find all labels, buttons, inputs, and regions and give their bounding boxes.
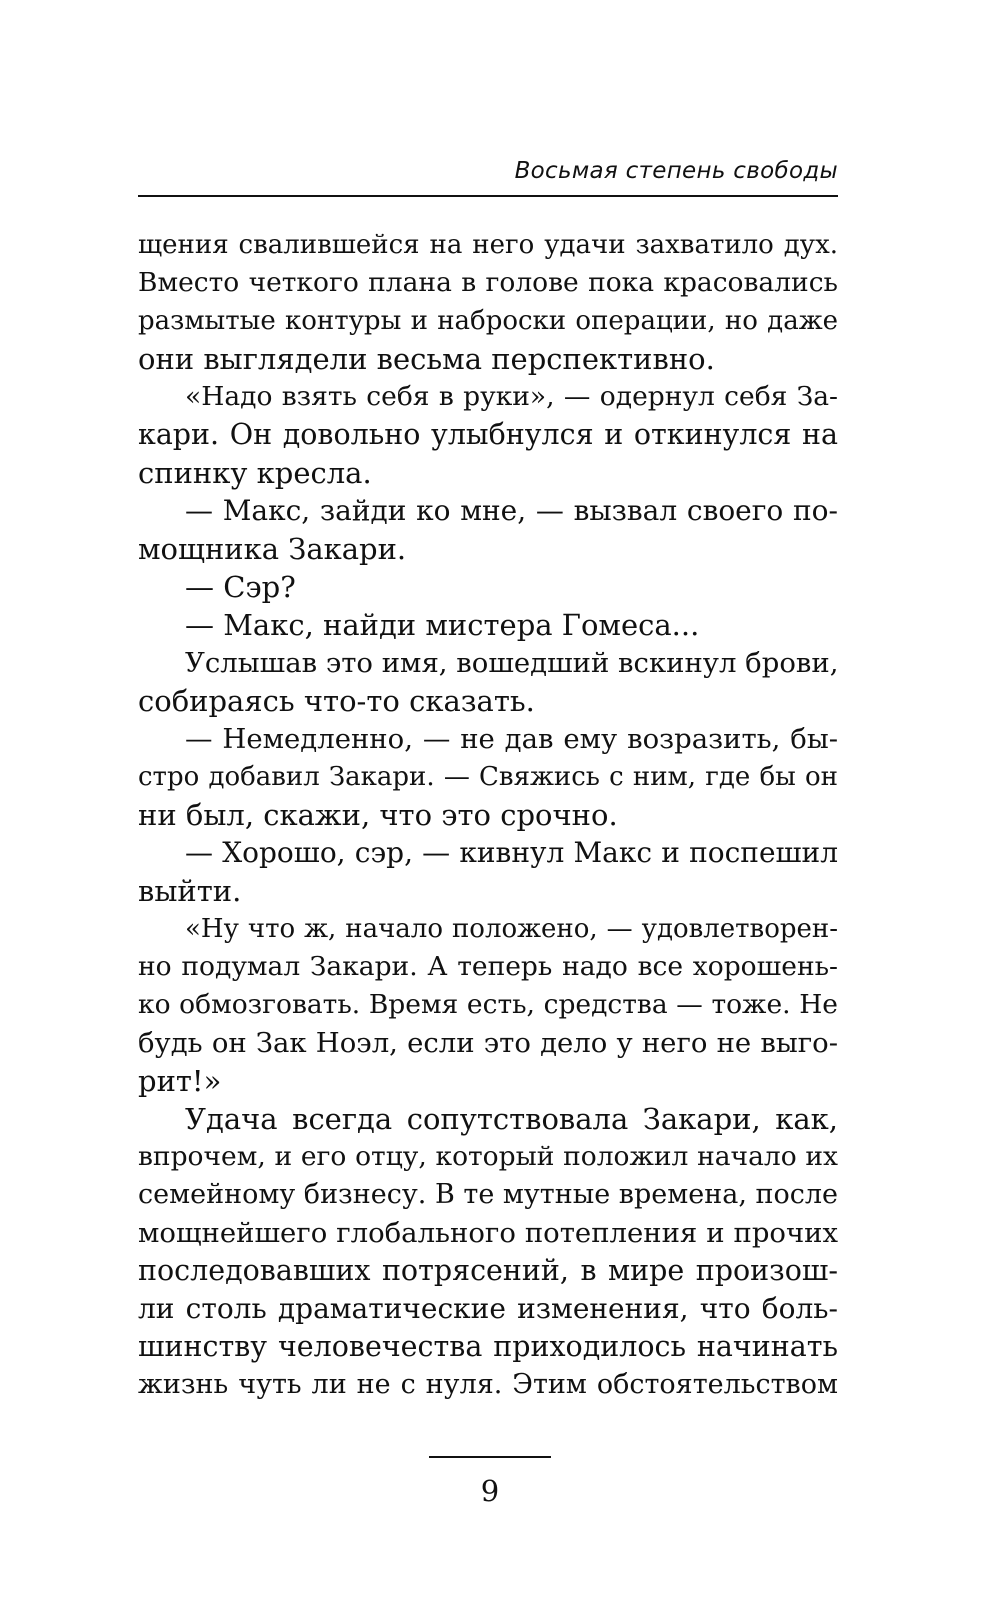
text-line: выйти. (138, 874, 242, 908)
text-line: Удача всегда сопутствовала Закари, как, (185, 1102, 838, 1136)
text-line: «Надо взять себя в руки», — одернул себя За- (185, 381, 838, 412)
text-line: рит!» (138, 1064, 222, 1098)
text-line: спинку кресла. (138, 456, 372, 490)
text-line: последовавших потрясений, в мире произош- (138, 1254, 838, 1287)
page-number: 9 (480, 1474, 500, 1508)
text-line: кари. Он довольно улыбнулся и откинулся на (138, 418, 838, 451)
text-line: шинству человечества приходилось начинать (138, 1330, 838, 1363)
text-line: — Немедленно, — не дав ему возразить, бы- (185, 723, 838, 755)
text-line: семейному бизнесу. В те мутные времена, после (138, 1179, 838, 1210)
text-line: — Макс, зайди ко мне, — вызвал своего по- (185, 494, 838, 527)
text-line: — Макс, найди мистера Гомеса... (185, 608, 700, 642)
text-line: размытые контуры и наброски операции, но даже (138, 306, 838, 336)
text-line: они выглядели весьма перспективно. (138, 342, 715, 376)
text-line: мощнейшего глобального потепления и прочих (138, 1217, 838, 1249)
text-line: жизнь чуть ли не с нуля. Этим обстоятельством (138, 1369, 838, 1400)
body-text (138, 226, 838, 1404)
text-line: щения свалившейся на него удачи захватило дух. (138, 230, 838, 260)
text-line: впрочем, и его отцу, который положил начало их (138, 1141, 838, 1172)
text-line: но подумал Закари. А теперь надо все хорошень- (138, 951, 838, 982)
text-line: мощника Закари. (138, 532, 407, 566)
text-line: ко обмозговать. Время есть, средства — тоже. Не (138, 989, 838, 1020)
text-line: Услышав это имя, вошедший вскинул брови, (185, 647, 838, 679)
text-line: собираясь что-то сказать. (138, 684, 535, 718)
text-line: ни был, скажи, что это срочно. (138, 798, 618, 832)
text-line: — Хорошо, сэр, — кивнул Макс и поспешил (185, 836, 838, 869)
text-line: стро добавил Закари. — Свяжись с ним, где бы он (138, 762, 838, 792)
text-line: ли столь драматические изменения, что боль- (138, 1292, 838, 1325)
text-line: «Ну что ж, начало положено, — удовлетворен- (185, 914, 838, 944)
footer-divider (429, 1456, 551, 1458)
text-line: — Сэр? (185, 570, 296, 604)
text-line: Вместо четкого плана в голове пока красовались (138, 267, 838, 298)
running-header-title: Восьмая степень свободы (514, 158, 838, 184)
header-divider (138, 195, 838, 197)
text-line: будь он Зак Ноэл, если это дело у него не выго- (138, 1027, 838, 1059)
